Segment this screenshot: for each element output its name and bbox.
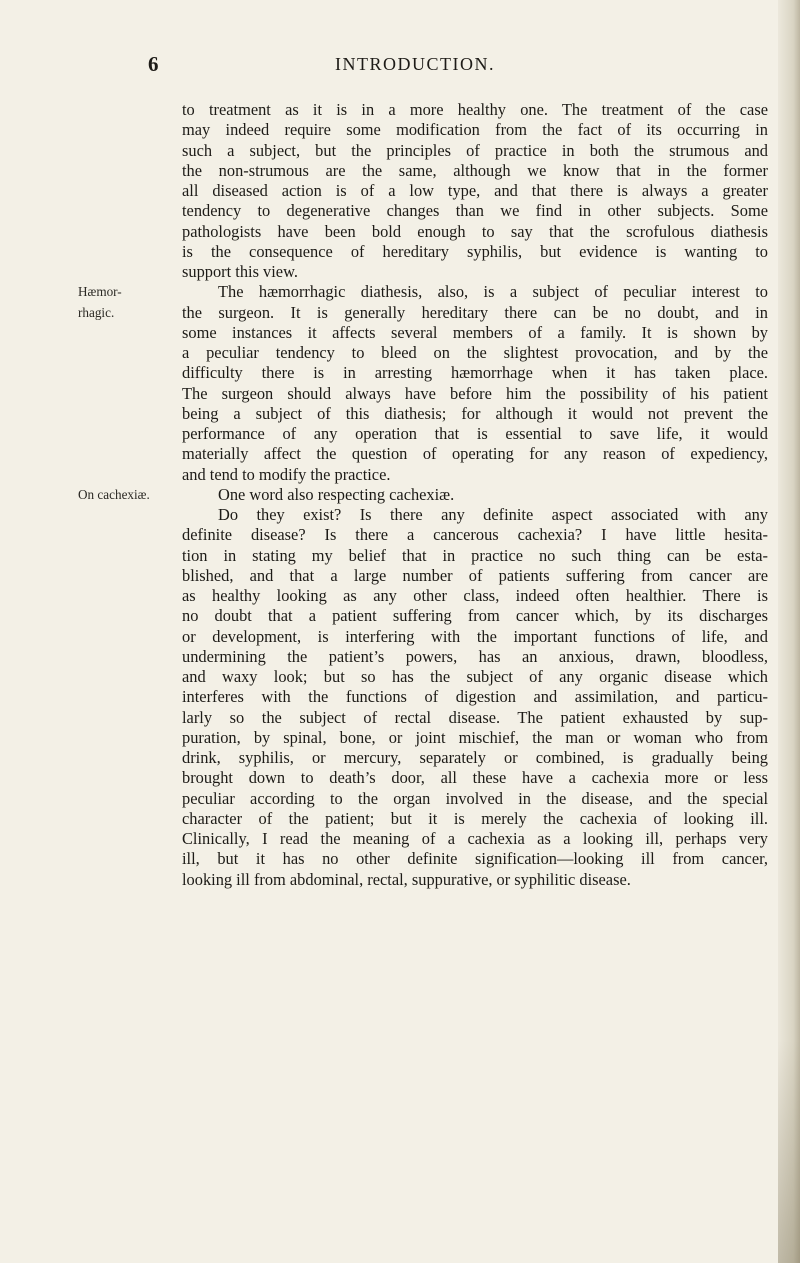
- margin-note: rhagic.: [78, 304, 115, 320]
- text-line: [78, 384, 768, 404]
- text-line: [78, 282, 768, 302]
- text-line: [78, 404, 768, 424]
- page-header: [0, 52, 800, 80]
- line-text: and waxy look; but so has the subject of any organic disease which: [182, 667, 768, 686]
- line-text: drink, syphilis, or mercury, separately or combined, is gradually being: [182, 748, 768, 767]
- line-text: Do they exist? Is there any definite aspect associated with any: [218, 505, 768, 524]
- text-line: [78, 667, 768, 687]
- line-text: may indeed require some modification from the fact of its occurring in: [182, 120, 768, 140]
- text-line: [78, 120, 768, 140]
- line-text: and tend to modify the practice.: [182, 464, 391, 484]
- text-line: [78, 870, 768, 890]
- text-line: [78, 343, 768, 363]
- running-head: INTRODUCTION.: [335, 54, 495, 74]
- line-text: to treatment as it is in a more healthy one. The treatment of the case: [182, 100, 768, 119]
- line-text: such a subject, but the principles of practice in both the strumous and: [182, 140, 768, 160]
- line-text: definite disease? Is there a cancerous cachexia? I have little hesita-: [182, 525, 768, 545]
- line-text: no doubt that a patient suffering from cancer which, by its discharges: [182, 606, 768, 626]
- text-line: [78, 505, 768, 525]
- line-text: larly so the subject of rectal disease. The patient exhausted by sup-: [182, 707, 768, 727]
- text-line: [78, 849, 768, 869]
- line-text: ill, but it has no other definite signification—looking ill from cancer,: [182, 849, 768, 869]
- line-text: a peculiar tendency to bleed on the slightest provocation, and by the: [182, 343, 768, 362]
- text-line: [78, 161, 768, 181]
- line-text: all diseased action is of a low type, and that there is always a greater: [182, 181, 768, 200]
- text-line: [78, 789, 768, 809]
- text-line: [78, 485, 768, 505]
- body-text: [78, 100, 768, 890]
- line-text: difficulty there is in arresting hæmorrhage when it has taken place.: [182, 363, 768, 383]
- text-line: [78, 141, 768, 161]
- line-text: performance of any operation that is essential to save life, it would: [182, 424, 768, 443]
- line-text: Clinically, I read the meaning of a cachexia as a looking ill, perhaps very: [182, 829, 768, 848]
- line-text: the non-strumous are the same, although we know that in the former: [182, 160, 768, 180]
- text-line: [78, 566, 768, 586]
- line-text: some instances it affects several members of a family. It is shown by: [182, 322, 768, 342]
- line-text: blished, and that a large number of patients suffering from cancer are: [182, 565, 768, 585]
- line-text: character of the patient; but it is merely the cachexia of looking ill.: [182, 808, 768, 828]
- line-text: The surgeon should always have before him the possibility of his patient: [182, 383, 768, 403]
- line-text: peculiar according to the organ involved in the disease, and the special: [182, 788, 768, 808]
- text-line: [78, 627, 768, 647]
- line-text: pathologists have been bold enough to say that the scrofulous diathesis: [182, 221, 768, 241]
- page-number: 6: [148, 52, 159, 76]
- text-line: [78, 525, 768, 545]
- margin-note: Hæmor-: [78, 284, 122, 300]
- line-text: as healthy looking as any other class, indeed often healthier. There is: [182, 586, 768, 605]
- text-line: [78, 100, 768, 120]
- text-line: [78, 728, 768, 748]
- line-text: materially affect the question of operating for any reason of expediency,: [182, 444, 768, 464]
- text-line: [78, 363, 768, 383]
- text-line: [78, 444, 768, 464]
- text-line: [78, 708, 768, 728]
- text-line: [78, 242, 768, 262]
- line-text: tendency to degenerative changes than we find in other subjects. Some: [182, 201, 768, 221]
- line-text: being a subject of this diathesis; for although it would not prevent the: [182, 403, 768, 423]
- text-line: [78, 262, 768, 282]
- text-line: [78, 424, 768, 444]
- text-line: [78, 687, 768, 707]
- line-text: One word also respecting cachexiæ.: [218, 484, 455, 504]
- line-text: or development, is interfering with the important functions of life, and: [182, 626, 768, 646]
- text-line: [78, 546, 768, 566]
- line-text: undermining the patient’s powers, has an anxious, drawn, bloodless,: [182, 646, 768, 666]
- text-line: [78, 829, 768, 849]
- text-line: [78, 586, 768, 606]
- line-text: tion in stating my belief that in practice no such thing can be esta-: [182, 545, 768, 565]
- text-line: [78, 768, 768, 788]
- text-line: [78, 465, 768, 485]
- page-edge-shadow: [778, 1040, 800, 1263]
- line-text: puration, by spinal, bone, or joint mischief, the man or woman who from: [182, 727, 768, 747]
- line-text: looking ill from abdominal, rectal, suppurative, or syphilitic disease.: [182, 869, 631, 889]
- text-line: [78, 181, 768, 201]
- text-line: [78, 606, 768, 626]
- text-line: [78, 647, 768, 667]
- line-text: support this view.: [182, 262, 298, 281]
- line-text: the surgeon. It is generally hereditary there can be no doubt, and in: [182, 302, 768, 322]
- text-line: [78, 748, 768, 768]
- text-line: [78, 809, 768, 829]
- text-line: [78, 303, 768, 323]
- text-line: [78, 201, 768, 221]
- line-text: The hæmorrhagic diathesis, also, is a subject of peculiar interest to: [218, 282, 768, 302]
- line-text: brought down to death’s door, all these have a cachexia more or less: [182, 768, 768, 788]
- text-line: [78, 323, 768, 343]
- line-text: is the consequence of hereditary syphilis, but evidence is wanting to: [182, 241, 768, 261]
- line-text: interferes with the functions of digestion and assimilation, and particu-: [182, 687, 768, 707]
- margin-note: On cachexiæ.: [78, 486, 150, 502]
- text-line: [78, 222, 768, 242]
